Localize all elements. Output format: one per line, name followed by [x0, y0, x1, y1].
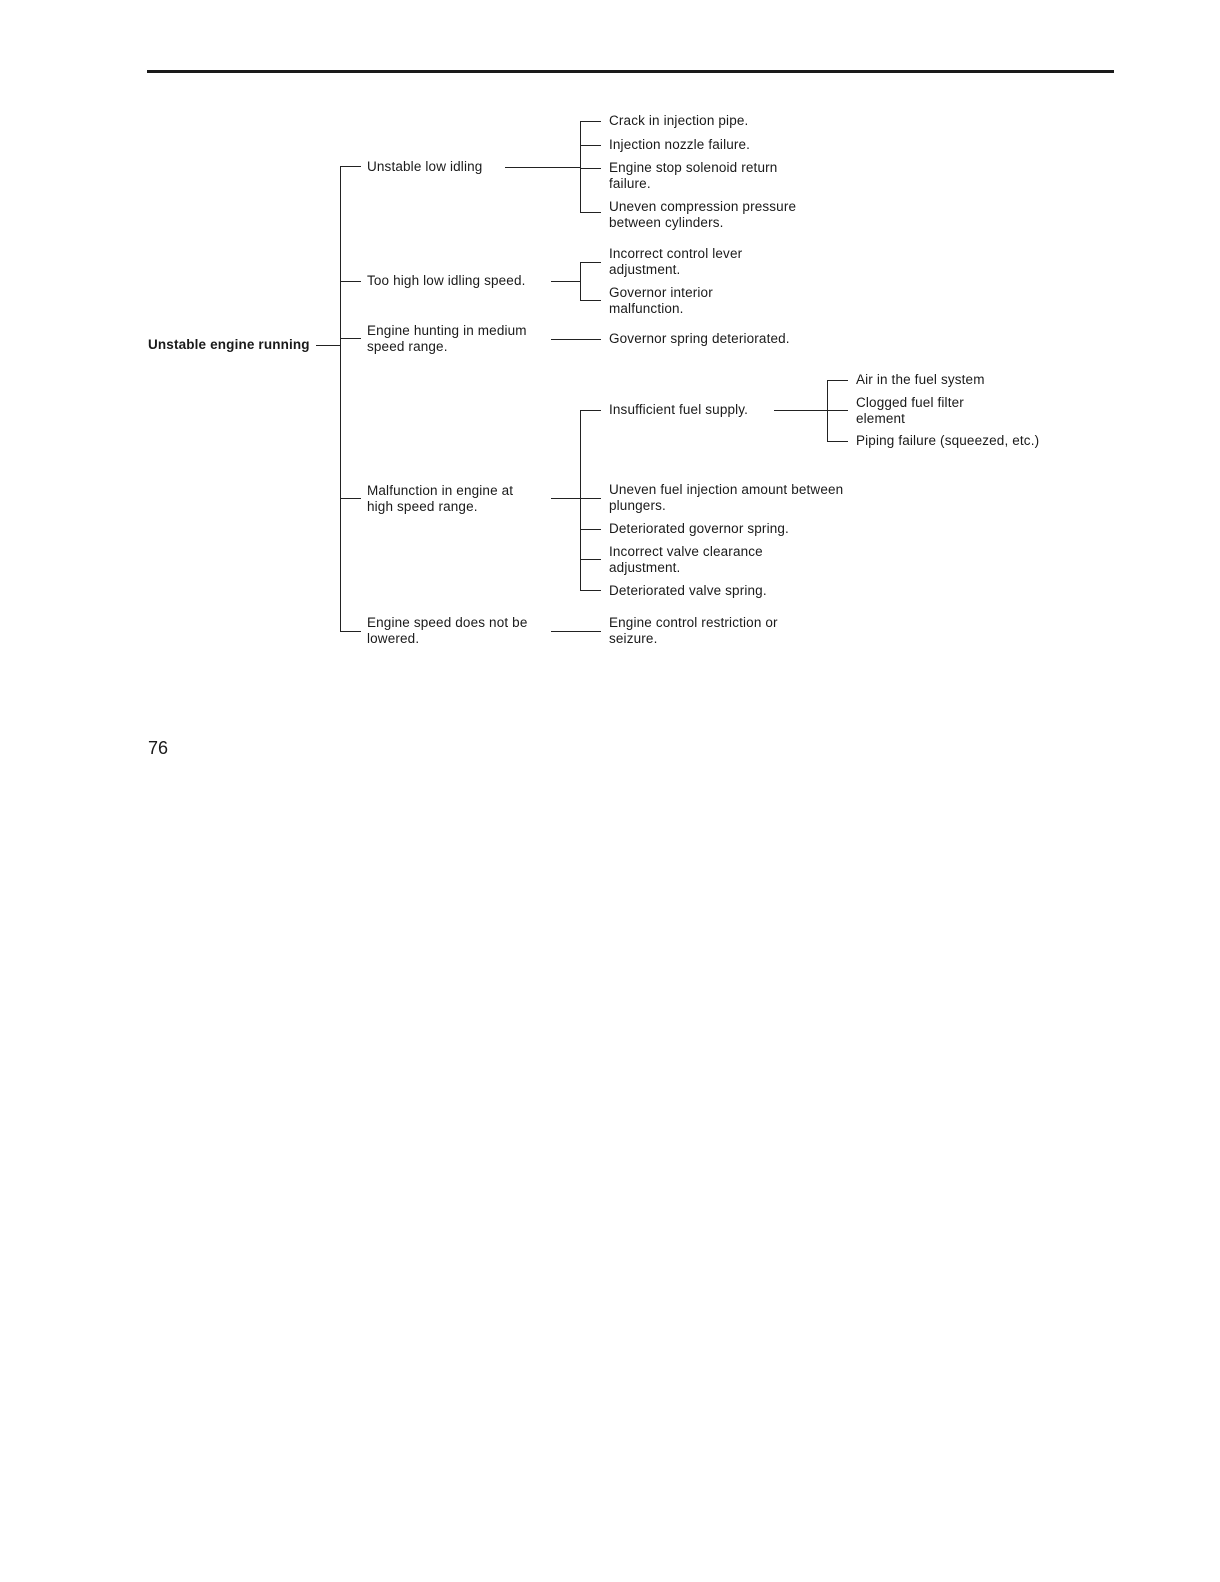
connector-line	[340, 631, 361, 632]
cause-4-sub-reason-2: Clogged fuel filter element	[856, 395, 964, 426]
connector-line	[827, 380, 848, 381]
connector-line	[580, 410, 601, 411]
connector-line	[580, 590, 601, 591]
connector-line	[580, 121, 601, 122]
connector-line	[551, 281, 580, 282]
root-label: Unstable engine running	[148, 337, 310, 352]
cause-2-reason-2: Governor interior malfunction.	[609, 285, 713, 316]
connector-line	[580, 262, 601, 263]
cause-4-reason-2: Uneven fuel injection amount between plungers.	[609, 482, 844, 513]
connector-line	[551, 631, 601, 632]
cause-1-label: Unstable low idling	[367, 159, 483, 174]
connector-line	[580, 168, 601, 169]
connector-line	[316, 345, 340, 346]
cause-4-reason-5: Deteriorated valve spring.	[609, 583, 767, 598]
connector-line	[551, 339, 601, 340]
cause-4-sub-reason-3: Piping failure (squeezed, etc.)	[856, 433, 1040, 448]
connector-line	[340, 498, 361, 499]
connector-line	[774, 410, 827, 411]
cause-1-reason-3: Engine stop solenoid return failure.	[609, 160, 778, 191]
connector-line	[340, 281, 361, 282]
bracket-line	[580, 262, 581, 300]
connector-line	[580, 498, 601, 499]
connector-line	[827, 410, 848, 411]
header-rule	[147, 70, 1114, 73]
cause-5-label: Engine speed does not be lowered.	[367, 615, 528, 646]
cause-3-reason-1: Governor spring deteriorated.	[609, 331, 790, 346]
cause-5-reason-1: Engine control restriction or seizure.	[609, 615, 778, 646]
connector-line	[827, 441, 848, 442]
cause-2-label: Too high low idling speed.	[367, 273, 526, 288]
cause-1-reason-1: Crack in injection pipe.	[609, 113, 749, 128]
bracket-line	[580, 410, 581, 590]
cause-4-label: Malfunction in engine at high speed range.	[367, 483, 514, 514]
cause-4-reason-1: Insufficient fuel supply.	[609, 402, 749, 417]
connector-line	[580, 212, 601, 213]
connector-line	[340, 338, 361, 339]
connector-line	[580, 300, 601, 301]
cause-4-reason-3: Deteriorated governor spring.	[609, 521, 789, 536]
connector-line	[505, 167, 580, 168]
connector-line	[340, 166, 361, 167]
bracket-line	[340, 166, 341, 632]
connector-line	[580, 559, 601, 560]
bracket-line	[580, 121, 581, 212]
cause-4-reason-4: Incorrect valve clearance adjustment.	[609, 544, 763, 575]
cause-4-sub-reason-1: Air in the fuel system	[856, 372, 985, 387]
cause-3-label: Engine hunting in medium speed range.	[367, 323, 527, 354]
connector-line	[551, 498, 580, 499]
connector-line	[580, 529, 601, 530]
cause-1-reason-4: Uneven compression pressure between cylinders.	[609, 199, 797, 230]
page-number: 76	[148, 738, 169, 758]
cause-2-reason-1: Incorrect control lever adjustment.	[609, 246, 743, 277]
connector-line	[580, 145, 601, 146]
cause-1-reason-2: Injection nozzle failure.	[609, 137, 751, 152]
